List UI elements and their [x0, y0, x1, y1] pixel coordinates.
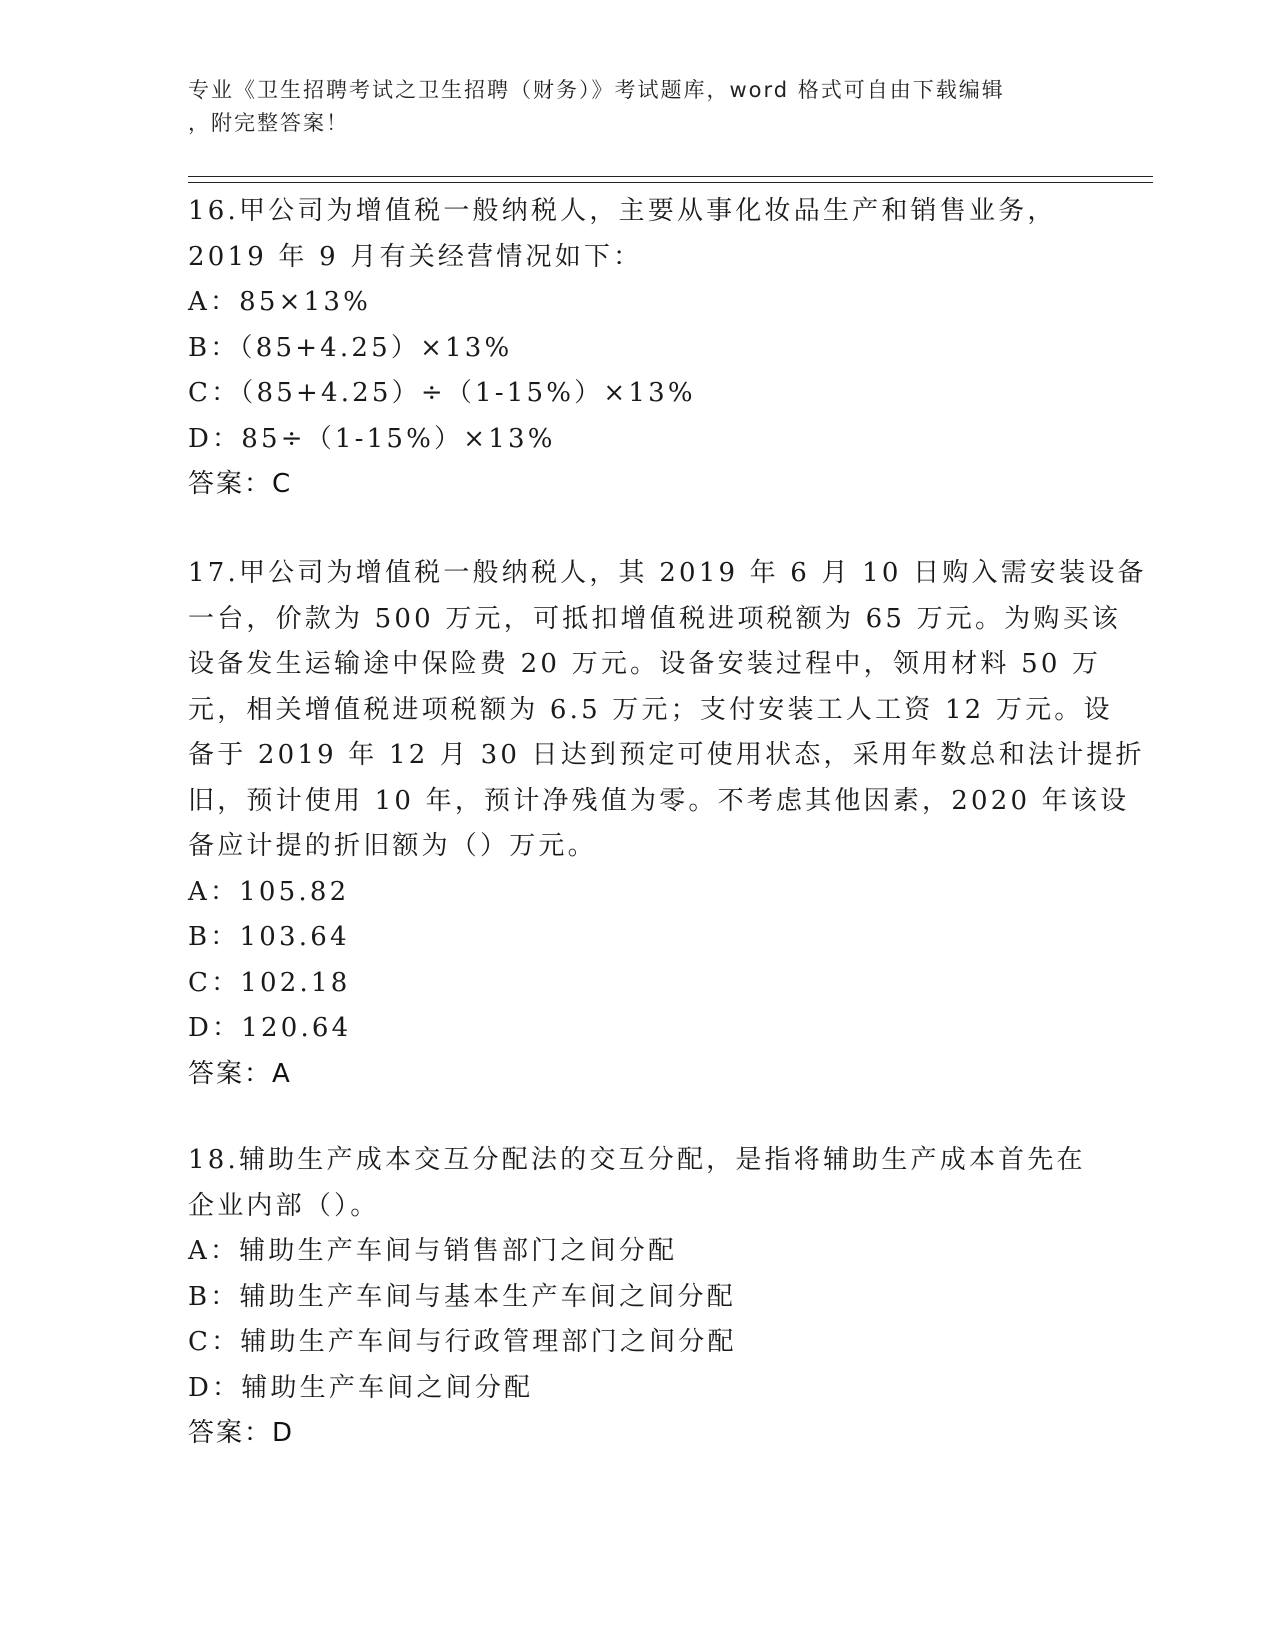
question-16: [188, 189, 1088, 508]
stem-line: 企业内部（）。: [188, 1190, 380, 1221]
question-stem: [188, 189, 1088, 280]
option-b: B：辅助生产车间与基本生产车间之间分配: [188, 1281, 736, 1312]
stem-line: 备于 2019 年 12 月 30 日达到预定可使用状态，采用年数总和法计提折: [188, 740, 1145, 770]
stem-line: 17.甲公司为增值税一般纳税人，其 2019 年 6 月 10 日购入需安装设备: [188, 558, 1147, 588]
question-stem: [188, 1138, 1088, 1229]
option-d: D：辅助生产车间之间分配: [188, 1372, 534, 1403]
question-17: [188, 551, 1147, 1097]
stem-line: 16.甲公司为增值税一般纳税人，主要从事化妆品生产和销售业务，: [188, 196, 1057, 226]
stem-line: 2019 年 9 月有关经营情况如下：: [188, 241, 643, 272]
answer-label: 答案：A: [188, 1058, 292, 1089]
option-c: C：102.18: [188, 967, 351, 998]
header-divider-top: [188, 176, 1153, 177]
document-header: [188, 74, 1068, 140]
option-list: [188, 870, 1088, 1052]
answer-label: 答案：D: [188, 1418, 295, 1448]
header-line-2: ，附完整答案！: [188, 111, 349, 135]
option-a: A：105.82: [188, 876, 350, 907]
stem-line: 备应计提的折旧额为（）万元。: [188, 831, 597, 861]
option-b: B：103.64: [188, 922, 350, 952]
stem-line: 旧，预计使用 10 年，预计净残值为零。不考虑其他因素，2020 年该设: [188, 785, 1130, 816]
option-list: [188, 280, 1088, 462]
option-d: D：85÷（1-15%）×13%: [188, 423, 556, 454]
question-18: [188, 1138, 1088, 1457]
header-divider-bottom: [188, 182, 1153, 183]
option-c: C：辅助生产车间与行政管理部门之间分配: [188, 1327, 737, 1357]
stem-line: 一台，价款为 500 万元，可抵扣增值税进项税额为 65 万元。为购买该: [188, 603, 1121, 634]
stem-line: 元，相关增值税进项税额为 6.5 万元；支付安装工人工资 12 万元。设: [188, 694, 1113, 725]
option-c: C：（85+4.25）÷（1-15%）×13%: [188, 378, 696, 408]
stem-line: 18.辅助生产成本交互分配法的交互分配，是指将辅助生产成本首先在: [188, 1145, 1086, 1175]
option-list: [188, 1229, 1088, 1411]
question-stem: [188, 551, 1147, 870]
option-d: D：120.64: [188, 1013, 352, 1043]
stem-line: 设备发生运输途中保险费 20 万元。设备安装过程中，领用材料 50 万: [188, 649, 1102, 679]
option-a: A：辅助生产车间与销售部门之间分配: [188, 1236, 678, 1266]
answer-label: 答案：C: [188, 469, 293, 499]
option-a: A：85×13%: [188, 287, 372, 317]
header-line-1: 专业《卫生招聘考试之卫生招聘（财务）》考试题库，word 格式可自由下载编辑: [188, 78, 1005, 102]
option-b: B：（85+4.25）×13%: [188, 332, 513, 363]
